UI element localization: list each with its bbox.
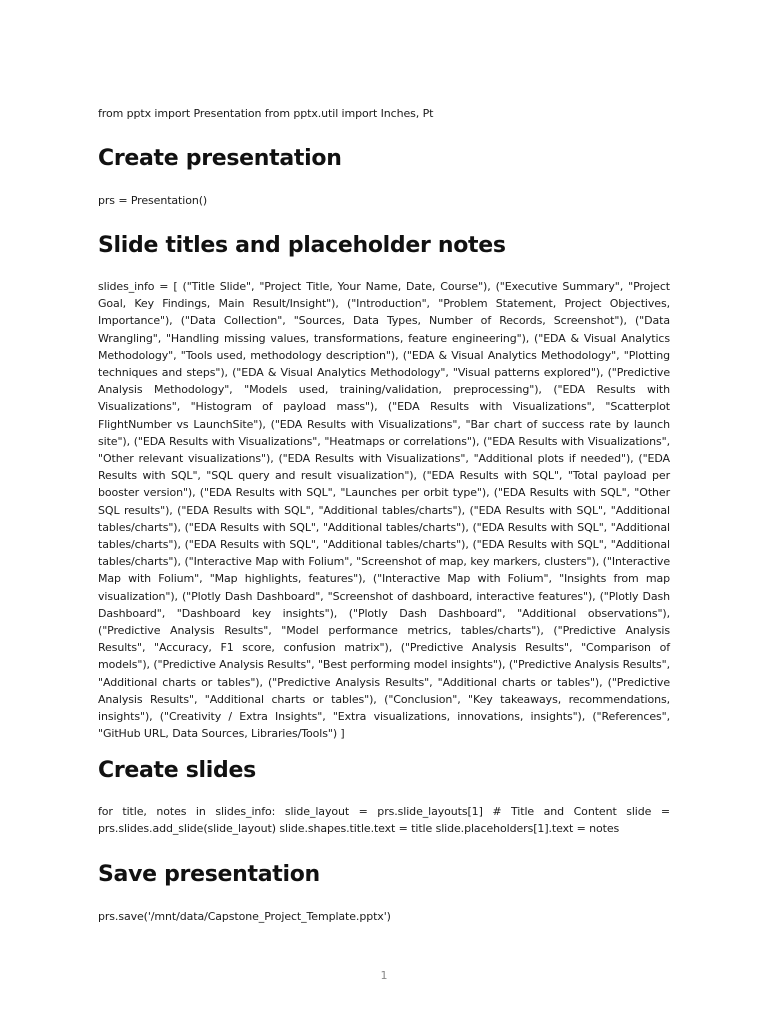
heading-create-slides: Create slides: [98, 758, 256, 783]
save-paragraph: prs.save('/mnt/data/Capstone_Project_Template.pptx'): [98, 910, 391, 923]
page-number: 1: [380, 969, 388, 982]
heading-save-presentation: Save presentation: [98, 862, 320, 887]
slides-info-paragraph: slides_info = [ ("Title Slide", "Project Title, Your Name, Date, Course"), ("Executive Summary", "Project Goal, Key Findings, Main Result/Insight"), ("Introduction", "Problem Statement, Project Objectives, Importance"), ("Data Collection", "Sources, Data Types, Number of Records, Screenshot"), ("Data Wrangling", "Handling missing values, transformations, feature engineering"), ("EDA & Visual Analytics Methodology", "Tools used, methodology description"), ("EDA & Visual Analytics Methodology", "Plotting techniques and steps"), ("EDA & Visual Analytics Methodology", "Visual patterns explored"), ("Predictive Analysis Methodology", "Models used, training/validation, preprocessing"), ("EDA Results with Visualizations", "Histogram of payload mass"), ("EDA Results with Visualizations", "Scatterplot FlightNumber vs LaunchSite"), ("EDA Results with Visualizations", "Bar chart of success rate by launch site"), ("EDA Results with Visualizations", "Heatmaps or correlations"), ("EDA Results with Visualizations", "Other relevant visualizations"), ("EDA Results with Visualizations", "Additional plots if needed"), ("EDA Results with SQL", "SQL query and result visualization"), ("EDA Results with SQL", "Total payload per booster version"), ("EDA Results with SQL", "Launches per orbit type"), ("EDA Results with SQL", "Other SQL results"), ("EDA Results with SQL", "Additional tables/charts"), ("EDA Results with SQL", "Additional tables/charts"), ("EDA Results with SQL", "Additional tables/charts"), ("EDA Results with SQL", "Additional tables/charts"), ("EDA Results with SQL", "Additional tables/charts"), ("EDA Results with SQL", "Additional tables/charts"), ("Interactive Map with Folium", "Screenshot of map, key markers, clusters"), ("Interactive Map with Folium", "Map highlights, features"), ("Interactive Map with Folium", "Insights from map visualization"), ("Plotly Dash Dashboard", "Screenshot of dashboard, interactive features"), ("Plotly Dash Dashboard", "Dashboard key insights"), ("Plotly Dash Dashboard", "Additional observations"), ("Predictive Analysis Results", "Model performance metrics, tables/charts"), ("Predictive Analysis Results", "Accuracy, F1 score, confusion matrix"), ("Predictive Analysis Results", "Comparison of models"), ("Predictive Analysis Results", "Best performing model insights"), ("Predictive Analysis Results", "Additional charts or tables"), ("Predictive Analysis Results", "Additional charts or tables"), ("Predictive Analysis Results", "Additional charts or tables"), ("Conclusion", "Key takeaways, recommendations, insights"), ("Creativity / Extra Insights", "Extra visualizations, innovations, insights"), ("References", "GitHub URL, Data Sources, Libraries/Tools") ]: [98, 280, 670, 741]
for-loop-paragraph: for title, notes in slides_info: slide_layout = prs.slide_layouts[1] # Title and Content slide = prs.slides.add_slide(slide_layout) slide.shapes.title.text = title slide.placeholders[1].text = notes: [98, 805, 670, 836]
heading-create-presentation: Create presentation: [98, 146, 342, 171]
prs-paragraph: prs = Presentation(): [98, 194, 208, 207]
heading-slide-titles: Slide titles and placeholder notes: [98, 233, 506, 258]
document-page: [98, 0, 670, 1024]
imports-paragraph: from pptx import Presentation from pptx.util import Inches, Pt: [98, 107, 434, 120]
